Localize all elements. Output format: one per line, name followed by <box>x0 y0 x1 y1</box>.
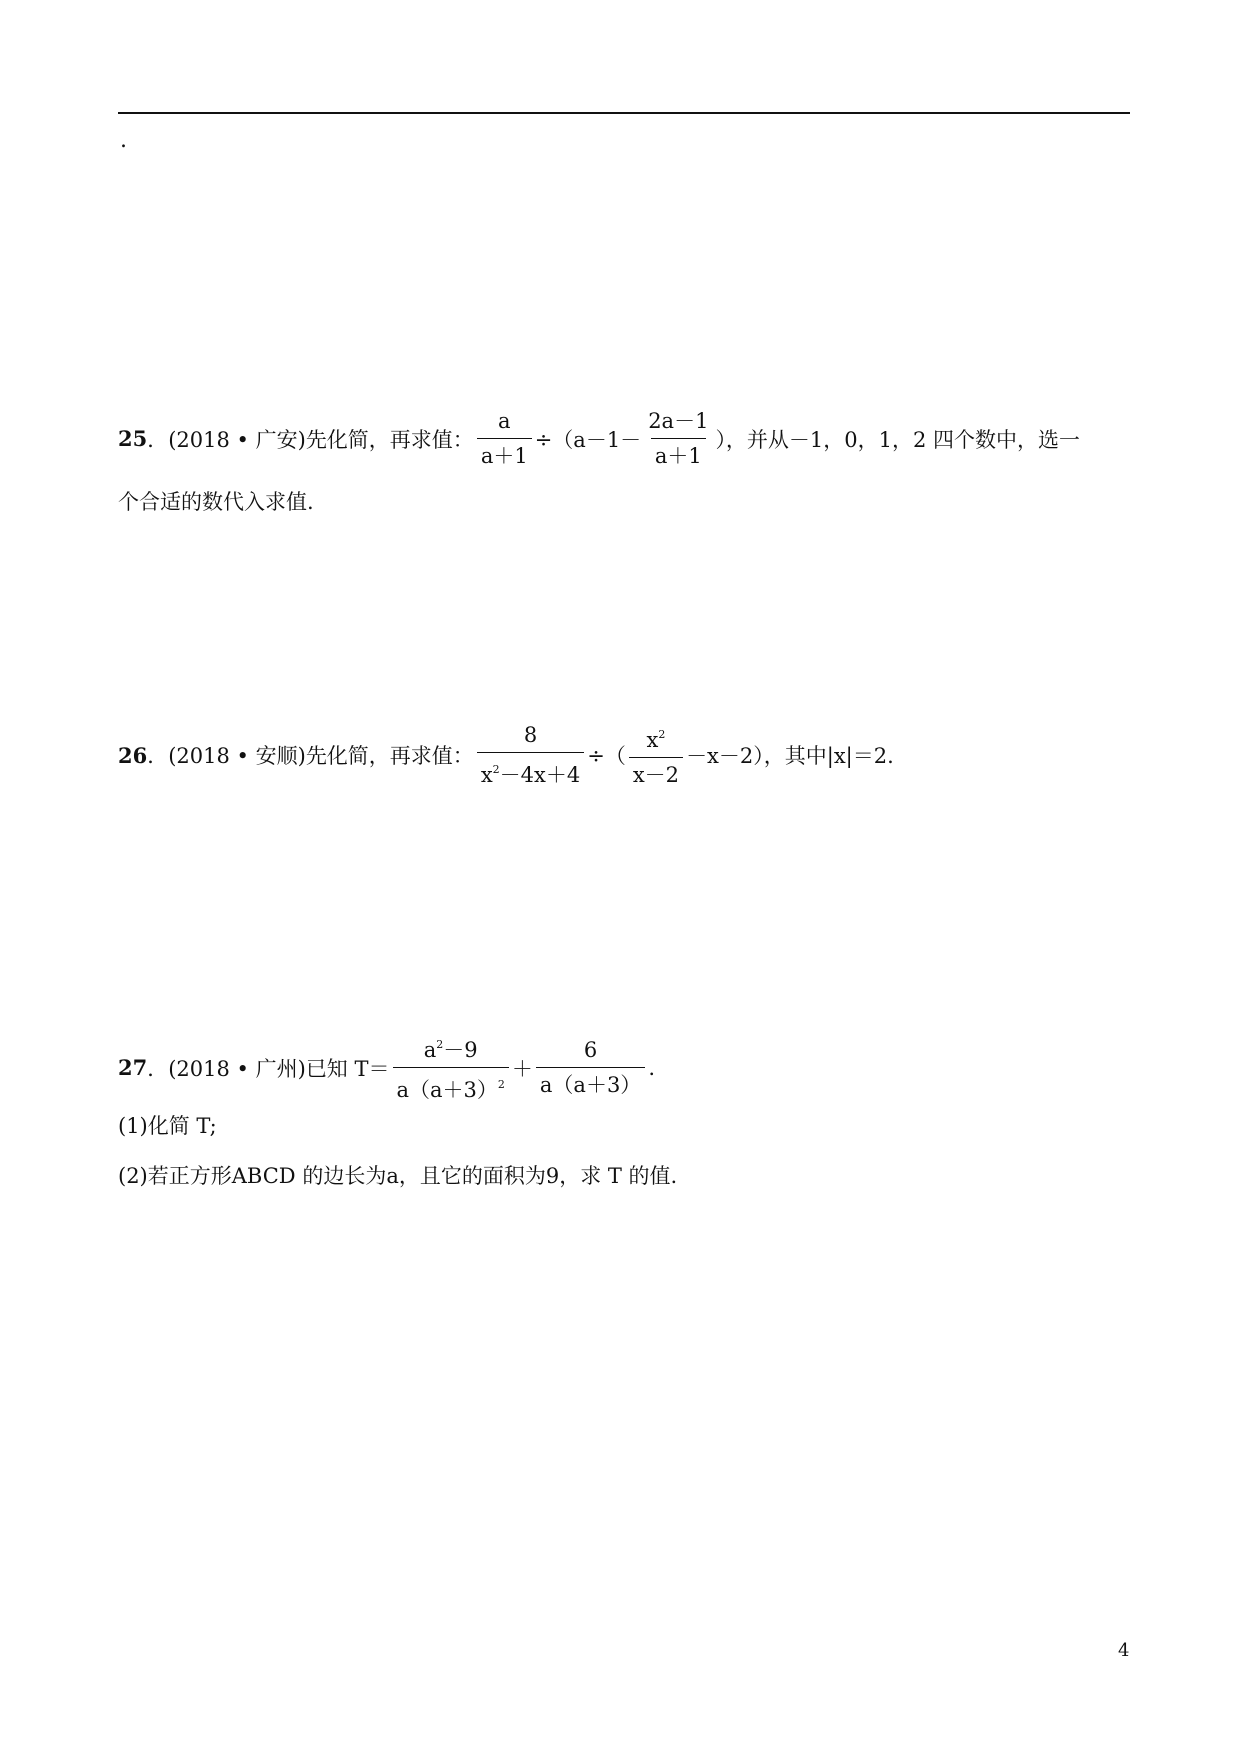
q26-f2-numerator <box>643 722 670 757</box>
q25-source: ．(2018 • 广安) <box>147 427 306 452</box>
q27-f1-num-exp: 2 <box>436 1038 444 1051</box>
q26-text-b: －x－2），其中|x|＝2. <box>686 744 894 768</box>
q26-f1-den-base: x <box>480 763 493 787</box>
q26-mid: ÷（ <box>587 744 626 768</box>
q27-f1-den-exp: 2 <box>497 1078 505 1091</box>
q26-number: 26 <box>118 742 148 768</box>
q26-f1-denominator <box>477 752 584 788</box>
q25-fraction-2 <box>644 408 712 469</box>
q25-f1-numerator: a <box>497 409 511 433</box>
q27-part2: (2)若正方形ABCD 的边长为a，且它的面积为9，求 T 的值. <box>118 1164 678 1188</box>
q26-line1 <box>118 722 894 788</box>
header-rule <box>118 112 1130 114</box>
q26-f2-num-exp: 2 <box>658 728 666 741</box>
q27-fraction-2 <box>536 1037 645 1098</box>
q27-line1 <box>118 1032 655 1103</box>
q26-text-a: 先化简，再求值： <box>305 744 474 768</box>
q26-f1-numerator: 8 <box>523 723 538 747</box>
q27-f1-den-base: a（a＋3） <box>396 1078 498 1102</box>
q26-f1-den-exp: 2 <box>492 763 500 776</box>
q27-f1-num-base: a <box>423 1038 437 1062</box>
q27-f2-denominator: a（a＋3） <box>536 1067 645 1098</box>
q26-fraction-2 <box>629 722 683 788</box>
q25-line1 <box>118 408 1080 469</box>
q27-end: . <box>648 1055 655 1080</box>
q26-f2-num-base: x <box>646 728 659 752</box>
q25-text-a: 先化简，再求值： <box>305 427 474 452</box>
q27-text-a: 已知 T＝ <box>305 1056 390 1081</box>
q25-line2: 个合适的数代入求值. <box>118 490 314 514</box>
q25-f1-denominator: a＋1 <box>477 438 532 469</box>
q26-source: ．(2018 • 安顺) <box>147 744 306 768</box>
q25-number: 25 <box>118 426 148 451</box>
q25-fraction-1 <box>477 408 532 469</box>
q27-f1-numerator <box>420 1032 482 1067</box>
q27-f2-numerator: 6 <box>583 1038 598 1062</box>
page-number: 4 <box>1118 1640 1130 1661</box>
q27-f1-denominator <box>393 1067 509 1103</box>
q27-number: 27 <box>118 1055 148 1080</box>
q25-f2-denominator: a＋1 <box>651 438 706 469</box>
q25-text-b: ），并从－1，0，1，2 四个数中，选一 <box>715 427 1081 452</box>
q27-mid: ＋ <box>511 1056 533 1081</box>
q26-f2-denominator: x－2 <box>629 757 683 788</box>
leading-dot: . <box>120 128 127 153</box>
q27-fraction-1 <box>393 1032 509 1103</box>
q27-source: ．(2018 • 广州) <box>147 1056 306 1081</box>
q26-fraction-1 <box>477 722 584 788</box>
q25-f2-numerator: 2a－1 <box>648 409 709 433</box>
q27-f1-num-rest: －9 <box>443 1038 478 1062</box>
q26-f1-den-rest: －4x＋4 <box>499 763 581 787</box>
q25-mid: ÷（a－1－ <box>534 427 642 452</box>
q27-part1: (1)化简 T; <box>118 1114 217 1138</box>
